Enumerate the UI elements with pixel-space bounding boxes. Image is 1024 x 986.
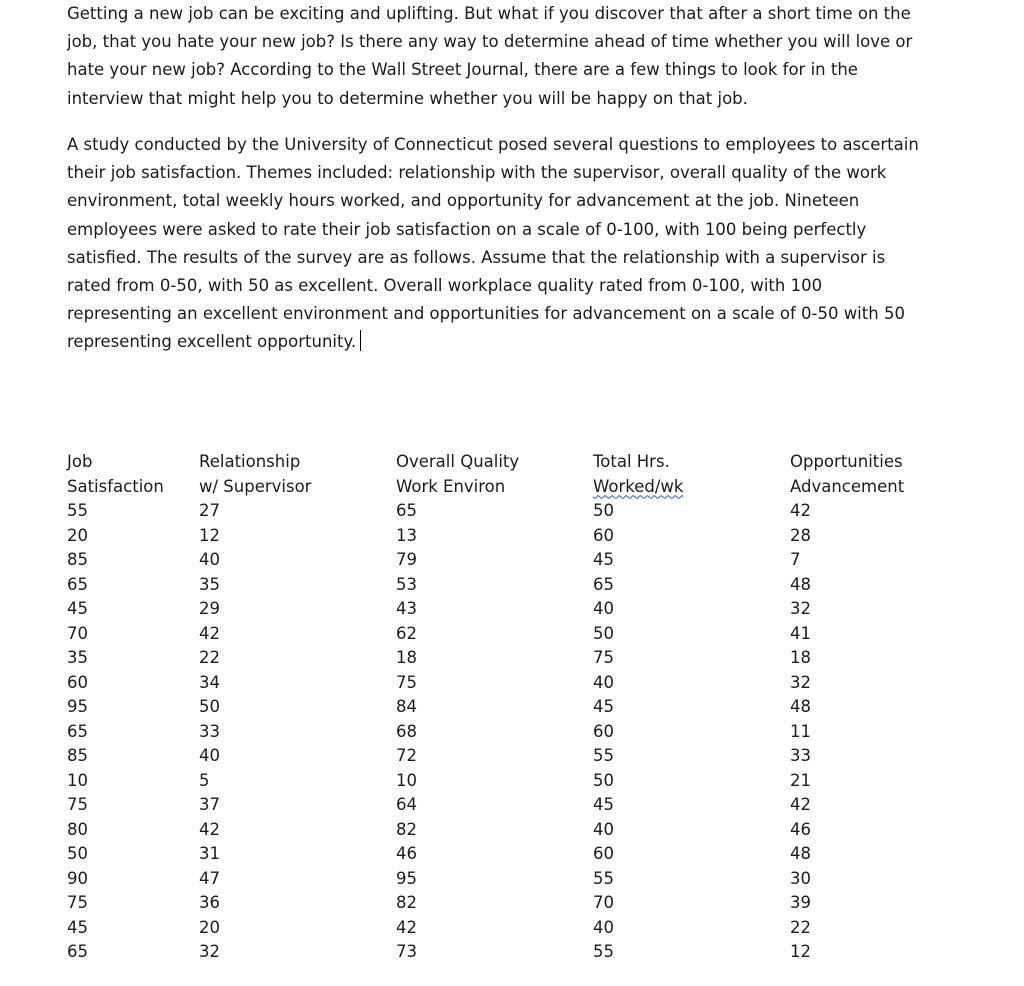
table-cell: 42 <box>790 795 811 814</box>
table-cell: 72 <box>396 746 417 765</box>
table-cell: 18 <box>790 648 811 667</box>
table-cell: 10 <box>67 770 88 790</box>
table-cell: 31 <box>199 844 220 863</box>
table-cell: 32 <box>790 672 811 692</box>
table-cell: 60 <box>593 525 614 545</box>
table-cell: 45 <box>67 917 88 937</box>
table-cell: 85 <box>67 550 88 569</box>
table-cell: 50 <box>593 770 614 790</box>
table-cell: 36 <box>199 893 220 912</box>
table-cell: 39 <box>790 893 811 912</box>
table-cell: 29 <box>199 599 220 618</box>
table-cell: 21 <box>790 770 811 790</box>
table-cell: 84 <box>396 697 417 716</box>
column-header-line2: Satisfaction <box>67 476 164 496</box>
table-cell: 43 <box>396 599 417 618</box>
table-cell: 42 <box>790 501 811 520</box>
table-cell: 55 <box>593 746 614 765</box>
table-cell: 73 <box>396 942 417 961</box>
table-cell: 40 <box>199 550 220 569</box>
text-cursor <box>360 330 361 351</box>
table-cell: 50 <box>67 844 88 863</box>
table-cell: 35 <box>199 574 220 594</box>
table-cell: 50 <box>199 697 220 716</box>
table-cell: 75 <box>67 795 88 814</box>
column-header-line1: Overall Quality <box>396 452 520 471</box>
table-cell: 70 <box>67 623 88 643</box>
table-cell: 20 <box>67 525 88 545</box>
table-cell: 53 <box>396 574 417 594</box>
table-cell: 40 <box>593 672 614 692</box>
table-cell: 45 <box>67 599 88 618</box>
table-cell: 79 <box>396 550 417 569</box>
table-cell: 42 <box>396 917 417 937</box>
table-cell: 5 <box>199 770 210 790</box>
table-cell: 27 <box>199 501 220 520</box>
table-cell: 75 <box>396 672 417 692</box>
table-cell: 7 <box>790 550 801 569</box>
column-opportunities <box>790 450 904 965</box>
table-cell: 75 <box>67 893 88 912</box>
table-cell: 64 <box>396 795 417 814</box>
table-cell: 40 <box>199 746 220 765</box>
column-header-line1: Job <box>67 452 93 471</box>
intro-paragraph: Getting a new job can be exciting and uplifting. But what if you discover that after a short time on the job, that you hate your new job? Is there any way to determine ahead of time whether you will love or hate your new job? According to the Wall Street Journal, there are a few things to look for in the interview that might help you to determine whether you will be happy on that job. <box>67 4 913 108</box>
table-cell: 46 <box>790 819 811 839</box>
column-total-hours <box>593 450 683 965</box>
table-cell: 80 <box>67 819 88 839</box>
table-cell: 65 <box>67 721 88 741</box>
table-cell: 41 <box>790 623 811 643</box>
table-cell: 55 <box>593 942 614 961</box>
column-header-line2: Work Environ <box>396 476 506 496</box>
study-paragraph[interactable] <box>67 131 927 357</box>
table-cell: 48 <box>790 844 811 863</box>
table-cell: 33 <box>199 721 220 741</box>
table-cell: 22 <box>790 917 811 937</box>
column-relationship-supervisor <box>199 450 311 965</box>
table-cell: 75 <box>593 648 614 667</box>
table-cell: 82 <box>396 819 417 839</box>
table-cell: 40 <box>593 599 614 618</box>
table-cell: 65 <box>593 574 614 594</box>
table-cell: 32 <box>790 599 811 618</box>
study-paragraph-text: A study conducted by the University of Connecticut posed several questions to employees to ascertain their job satisfaction. Themes included: relationship with the supervisor, overall quality of the work environment, total weekly hours worked, and opportunity for advancement at the job. Nineteen employees were asked to rate their job satisfaction on a scale of 0-100, with 100 being perfectly satisfied. The results of the survey are as follows. Assume that the relationship with a supervisor is rated from 0-50, with 50 as excellent. Overall workplace quality rated from 0-100, with 100 representing an excellent environment and opportunities for advancement on a scale of 0-50 with 50 representing excellent opportunity. <box>67 135 919 352</box>
table-cell: 22 <box>199 648 220 667</box>
column-header-line1: Opportunities <box>790 452 903 471</box>
column-overall-quality <box>396 450 519 965</box>
table-cell: 12 <box>199 525 220 545</box>
table-cell: 18 <box>396 648 417 667</box>
table-cell: 40 <box>593 917 614 937</box>
table-cell: 46 <box>396 844 417 863</box>
table-cell: 55 <box>67 501 88 520</box>
table-cell: 85 <box>67 746 88 765</box>
table-cell: 42 <box>199 623 220 643</box>
table-cell: 30 <box>790 868 811 888</box>
table-cell: 65 <box>396 501 417 520</box>
table-cell: 60 <box>67 672 88 692</box>
table-cell: 37 <box>199 795 220 814</box>
table-cell: 60 <box>593 721 614 741</box>
table-cell: 34 <box>199 672 220 692</box>
table-cell: 45 <box>593 795 614 814</box>
table-cell: 45 <box>593 550 614 569</box>
column-header-line1: Relationship <box>199 452 301 471</box>
table-cell: 35 <box>67 648 88 667</box>
table-cell: 47 <box>199 868 220 888</box>
table-cell: 45 <box>593 697 614 716</box>
column-job-satisfaction <box>67 450 164 965</box>
table-cell: 48 <box>790 574 811 594</box>
table-cell: 68 <box>396 721 417 741</box>
table-cell: 48 <box>790 697 811 716</box>
table-cell: 28 <box>790 525 811 545</box>
table-cell: 42 <box>199 819 220 839</box>
table-cell: 32 <box>199 942 220 961</box>
table-cell: 65 <box>67 942 88 961</box>
table-cell: 11 <box>790 721 811 741</box>
table-cell: 12 <box>790 942 811 961</box>
table-cell: 10 <box>396 770 417 790</box>
table-cell: 70 <box>593 893 614 912</box>
table-cell: 82 <box>396 893 417 912</box>
table-cell: 50 <box>593 501 614 520</box>
column-header-line1: Total Hrs. <box>593 452 670 471</box>
table-cell: 50 <box>593 623 614 643</box>
table-cell: 55 <box>593 868 614 888</box>
spellcheck-underlined-word: Worked/wk <box>593 476 684 496</box>
table-cell: 65 <box>67 574 88 594</box>
table-cell: 60 <box>593 844 614 863</box>
table-cell: 20 <box>199 917 220 937</box>
table-cell: 90 <box>67 868 88 888</box>
column-header-line2: w/ Supervisor <box>199 476 312 496</box>
column-header-line2 <box>593 475 683 500</box>
table-cell: 13 <box>396 525 417 545</box>
table-cell: 95 <box>67 697 88 716</box>
table-cell: 40 <box>593 819 614 839</box>
column-header-line2: Advancement <box>790 476 905 496</box>
table-cell: 95 <box>396 868 417 888</box>
table-cell: 62 <box>396 623 417 643</box>
table-cell: 33 <box>790 746 811 765</box>
